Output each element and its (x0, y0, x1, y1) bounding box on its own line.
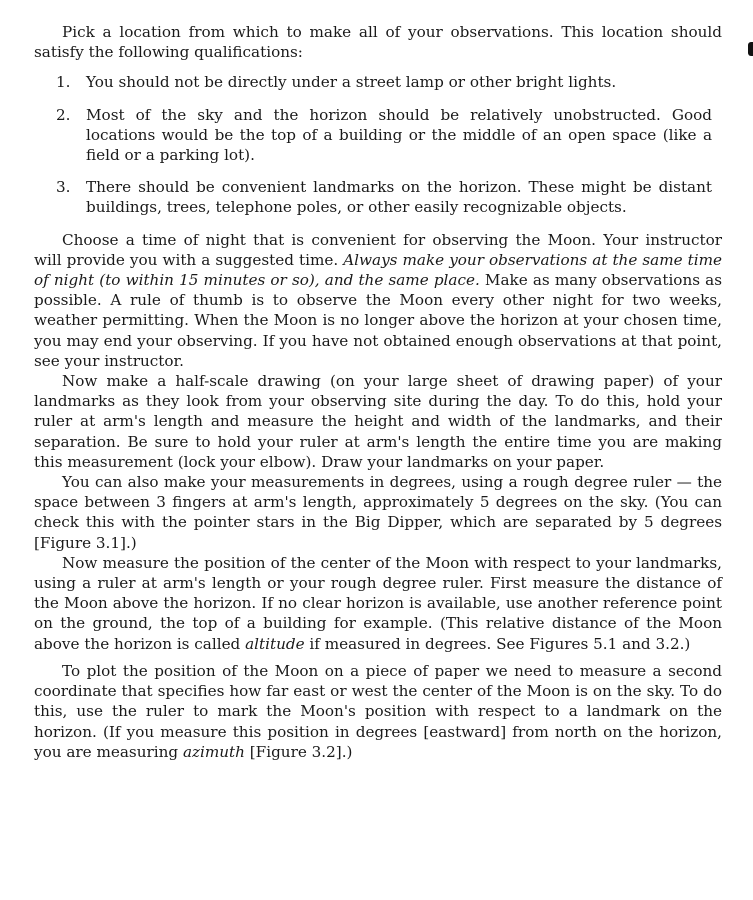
position-paragraph-text-b: if measured in degrees. See Figures 5.1 and 3.2.) (304, 634, 691, 653)
plot-paragraph-text-a: To plot the position of the Moon on a piece of paper we need to measure a second coordinate that specifies how far east or west the center of the Moon is on the sky. To do this, use the ruler to mark the Moon's position with respect to a landmark on the horizon. (If you measure this position in degrees [eastward] from north on the horizon, you are measuring (34, 661, 722, 761)
time-paragraph-emphasis: Always make your observations at the same time of night (to within 15 minutes or so), and the same place. (34, 250, 722, 290)
time-paragraph-text-b: Make as many observations as possible. A rule of thumb is to observe the Moon every other night for two weeks, weather permitting. When the Moon is no longer above the horizon at your chosen time, you may end your observing. If you have not obtained enough observations at that point, see your instructor. (34, 271, 723, 370)
list-item-number: 3. (56, 178, 71, 197)
drawing-paragraph: Now make a half-scale drawing (on your large sheet of drawing paper) of your landmarks as they look from your observing site during the day. To do this, hold your ruler at arm's length and measure the height and width of the landmarks, and their separation. Be sure to hold your ruler at arm's length the entire time you are making this measurement (lock your elbow). Draw your landmarks on your paper. (34, 372, 722, 471)
list-item-number: 2. (56, 105, 71, 124)
azimuth-term: azimuth (182, 742, 245, 761)
list-item-text: Most of the sky and the horizon should be relatively unobstructed. Good locations would be the top of a building or the middle of an open space (like a field or a parking lot). (86, 105, 712, 165)
qualifications-list (34, 72, 722, 217)
list-item-text: You should not be directly under a street lamp or other bright lights. (86, 73, 617, 92)
document-page (34, 22, 722, 762)
time-paragraph (34, 230, 722, 371)
position-paragraph-text-a: Now measure the position of the center of the Moon with respect to your landmarks, using a ruler at arm's length or your rough degree ruler. First measure the distance of the Moon above the horizon. If no clear horizon is available, use another reference point on the ground, the top of a building for example. (This relative distance of the Moon above the horizon is called (34, 553, 722, 653)
intro-paragraph: Pick a location from which to make all of your observations. This location should satisfy the following qualifications: (34, 23, 722, 62)
plot-paragraph-text-b: [Figure 3.2].) (244, 742, 353, 761)
list-item (34, 72, 722, 92)
page-edge-mark (748, 42, 753, 56)
altitude-term: altitude (245, 634, 305, 653)
list-item (34, 177, 722, 217)
list-item-text: There should be convenient landmarks on the horizon. These might be distant buildings, trees, telephone poles, or other easily recognizable objects. (86, 178, 712, 217)
degrees-paragraph: You can also make your measurements in degrees, using a rough degree ruler — the space between 3 fingers at arm's length, approximately 5 degrees on the sky. (You can check this with the pointer stars in the Big Dipper, which are separated by 5 degrees [Figure 3.1].) (34, 473, 722, 552)
list-item (34, 105, 722, 166)
list-item-number: 1. (56, 73, 71, 92)
plot-paragraph (34, 661, 722, 762)
position-paragraph (34, 553, 722, 654)
time-paragraph-text-a: Choose a time of night that is convenient for observing the Moon. Your instructor will provide you with a suggested time. (34, 230, 722, 269)
